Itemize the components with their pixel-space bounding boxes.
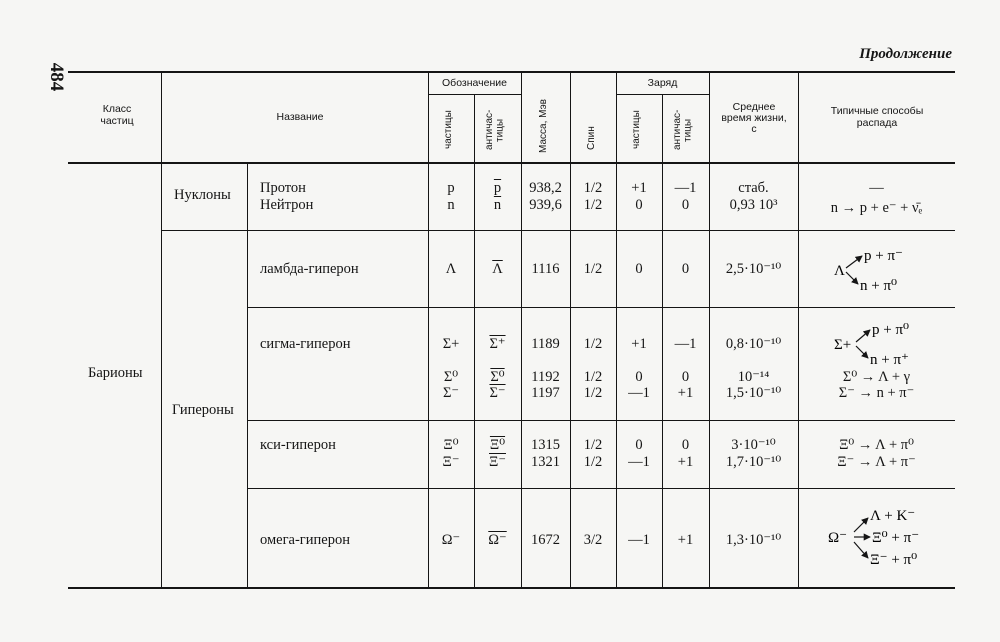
anti-sigma-zero: Σ⁰ (490, 369, 505, 385)
anticharge-xi-minus: +1 (677, 454, 694, 470)
subheader-rule (616, 94, 709, 95)
anticharge-neutron: 0 (681, 197, 690, 213)
sym-sigma-minus: Σ⁻ (442, 385, 460, 401)
header-name: Название (276, 111, 324, 123)
anticharge-sigma-minus: +1 (677, 385, 694, 401)
decay-sigma-zero: Σ⁰ → Λ + γ (842, 369, 911, 385)
anti-omega: Ω⁻ (488, 532, 507, 548)
sym-xi-minus: Ξ⁻ (442, 454, 460, 470)
sym-omega: Ω⁻ (441, 532, 461, 548)
header-decay: Типичные способы распада (830, 105, 924, 129)
header-class: Класс частиц (100, 103, 134, 127)
lifetime-sigma-minus: 1,5·10⁻¹⁰ (725, 385, 782, 401)
continuation-label: Продолжение (859, 46, 952, 62)
row-rule (247, 420, 955, 421)
class-label: Барионы (88, 365, 143, 381)
col-rule (428, 73, 429, 587)
lifetime-sigma-zero: 10⁻¹⁴ (737, 369, 770, 385)
header-charge-antiparticle: античас-тицы (672, 109, 694, 151)
header-antiparticle: античас-тицы (484, 109, 506, 151)
sym-proton: p (447, 180, 455, 196)
header-mass: Масса, Мэв (538, 99, 549, 153)
decay-tree-omega (818, 500, 948, 576)
lifetime-xi-minus: 1,7·10⁻¹⁰ (725, 454, 782, 470)
anticharge-sigma-plus: —1 (674, 336, 697, 352)
header-charge: Заряд (647, 77, 678, 89)
charge-sigma-minus: —1 (628, 385, 650, 401)
mass-sigma-zero: 1192 (531, 369, 560, 385)
decay-lambda-parent: Λ (834, 263, 845, 279)
anti-xi-zero: Ξ⁰ (489, 437, 506, 453)
decay-sigma-branch-2: n + π⁺ (870, 352, 909, 368)
mass-xi-minus: 1321 (531, 454, 560, 470)
decay-proton-dash: — (869, 180, 884, 196)
decay-xi-zero: Ξ⁰ → Λ + π⁰ (839, 437, 914, 453)
group-nucleons: Нуклоны (174, 187, 231, 203)
name-omega: омега-гиперон (260, 532, 350, 548)
anticharge-proton: —1 (674, 180, 697, 196)
mass-sigma-minus: 1197 (531, 385, 560, 401)
table-bottom-rule (68, 587, 955, 589)
lifetime-proton: стаб. (738, 180, 769, 196)
decay-lambda-branch-1: p + π⁻ (864, 248, 903, 264)
header-particle: частицы (443, 110, 454, 150)
name-neutron: Нейтрон (260, 197, 314, 213)
name-sigma: сигма-гиперон (260, 336, 351, 352)
header-designation: Обозначение (442, 77, 507, 89)
sym-sigma-zero: Σ⁰ (443, 369, 459, 385)
name-xi: кси-гиперон (260, 437, 336, 453)
charge-sigma-plus: +1 (631, 336, 647, 352)
sym-lambda: Λ (445, 261, 457, 277)
anti-proton: $\overline{p}$ (493, 180, 502, 196)
decay-sigma-parent: Σ+ (834, 337, 852, 353)
anticharge-omega: +1 (677, 532, 694, 548)
anticharge-sigma-zero: 0 (681, 369, 690, 385)
decay-sigma-branch-1: p + π⁰ (872, 322, 910, 338)
charge-xi-zero: 0 (635, 437, 643, 453)
row-rule (161, 230, 955, 231)
spin-sigma-zero: 1/2 (583, 369, 603, 385)
lifetime-xi-zero: 3·10⁻¹⁰ (731, 437, 776, 453)
sym-neutron: n (447, 197, 455, 213)
anti-sigma-plus: Σ⁺ (489, 336, 506, 352)
page-number: 484 (46, 62, 67, 92)
header-bottom-rule (68, 162, 955, 164)
spin-xi-zero: 1/2 (583, 437, 603, 453)
mass-neutron: 939,6 (529, 197, 562, 213)
decay-omega-branch-2: Ξ⁰ + π⁻ (872, 530, 920, 546)
row-rule (247, 307, 955, 308)
charge-xi-minus: —1 (628, 454, 650, 470)
charge-omega: —1 (628, 532, 650, 548)
spin-sigma-minus: 1/2 (583, 385, 603, 401)
spin-sigma-plus: 1/2 (583, 336, 603, 352)
col-rule (798, 73, 799, 587)
col-rule (247, 163, 248, 587)
decay-sigma-minus: Σ⁻ → n + π⁻ (838, 385, 915, 401)
sym-xi-zero: Ξ⁰ (443, 437, 459, 453)
mass-lambda: 1116 (531, 261, 560, 277)
row-rule (247, 488, 955, 489)
lifetime-sigma-plus: 0,8·10⁻¹⁰ (725, 336, 782, 352)
col-rule (709, 73, 710, 587)
sym-sigma-plus: Σ+ (442, 336, 460, 352)
spin-neutron: 1/2 (583, 197, 603, 213)
anti-sigma-minus: Σ⁻ (489, 385, 506, 401)
anti-xi-minus: Ξ⁻ (489, 454, 506, 470)
anticharge-lambda: 0 (681, 261, 690, 277)
decay-xi-minus: Ξ⁻ → Λ + π⁻ (837, 454, 916, 470)
charge-neutron: 0 (635, 197, 643, 213)
anti-neutron: $\overline{n}$ (493, 197, 502, 213)
col-rule (616, 73, 617, 587)
col-rule (570, 73, 571, 587)
group-hyperons: Гипероны (172, 402, 234, 418)
decay-lambda-branch-2: n + π⁰ (860, 278, 898, 294)
charge-sigma-zero: 0 (635, 369, 643, 385)
name-proton: Протон (260, 180, 306, 196)
mass-omega: 1672 (531, 532, 560, 548)
anticharge-xi-zero: 0 (681, 437, 690, 453)
charge-lambda: 0 (635, 261, 643, 277)
decay-tree-sigma (820, 318, 945, 372)
charge-proton: +1 (631, 180, 647, 196)
decay-tree-lambda (820, 244, 940, 300)
lifetime-omega: 1,3·10⁻¹⁰ (725, 532, 782, 548)
col-rule (161, 73, 162, 587)
decay-neutron: n → p + e⁻ + ν̄ₑ (830, 200, 923, 216)
header-lifetime: Среднее время жизни, с (721, 101, 787, 136)
table-top-rule (68, 71, 955, 73)
name-lambda: ламбда-гиперон (260, 261, 359, 277)
spin-proton: 1/2 (583, 180, 603, 196)
decay-omega-branch-1: Λ + K⁻ (870, 508, 916, 524)
lifetime-neutron: 0,93 10³ (729, 197, 778, 213)
header-charge-particle: частицы (631, 110, 642, 150)
mass-proton: 938,2 (529, 180, 562, 196)
anti-lambda: $\overline{\Lambda}$ (492, 261, 503, 277)
header-spin: Спин (586, 126, 597, 150)
mass-sigma-plus: 1189 (531, 336, 560, 352)
spin-lambda: 1/2 (583, 261, 603, 277)
col-rule (521, 73, 522, 587)
decay-omega-branch-3: Ξ⁻ + π⁰ (870, 552, 918, 568)
mass-xi-zero: 1315 (531, 437, 560, 453)
spin-omega: 3/2 (583, 532, 603, 548)
decay-omega-parent: Ω⁻ (828, 530, 848, 546)
lifetime-lambda: 2,5·10⁻¹⁰ (725, 261, 782, 277)
subheader-rule (428, 94, 521, 95)
spin-xi-minus: 1/2 (583, 454, 603, 470)
